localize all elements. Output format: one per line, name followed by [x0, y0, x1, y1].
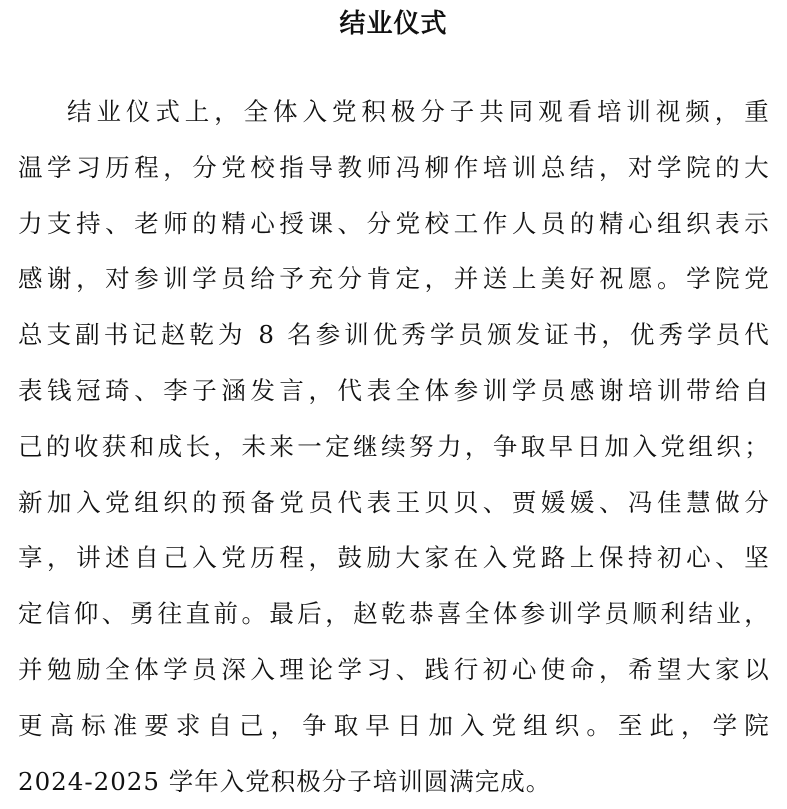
- paragraph-line: 新加入党组织的预备党员代表王贝贝、贾媛媛、冯佳慧做分: [18, 487, 770, 517]
- body-paragraph: [18, 84, 770, 809]
- paragraph-line-last: 2024-2025 学年入党积极分子培训圆满完成。: [18, 766, 552, 796]
- paragraph-line: 并勉励全体学员深入理论学习、践行初心使命，希望大家以: [18, 654, 770, 684]
- paragraph-line: 结业仪式上，全体入党积极分子共同观看培训视频，重: [67, 97, 770, 126]
- paragraph-line: 总支副书记赵乾为 8 名参训优秀学员颁发证书，优秀学员代: [18, 320, 770, 350]
- section-title: 结业仪式: [339, 9, 448, 39]
- paragraph-line: 更高标准要求自己，争取早日加入党组织。至此，学院: [18, 710, 770, 740]
- paragraph-line: 定信仰、勇往直前。最后，赵乾恭喜全体参训学员顺利结业，: [18, 599, 770, 629]
- paragraph-line: 享，讲述自己入党历程，鼓励大家在入党路上保持初心、坚: [18, 543, 770, 573]
- paragraph-line: 感谢，对参训学员给予充分肯定，并送上美好祝愿。学院党: [18, 264, 770, 294]
- paragraph-line: 温学习历程，分党校指导教师冯柳作培训总结，对学院的大: [18, 152, 770, 182]
- paragraph-line: 己的收获和成长，未来一定继续努力，争取早日加入党组织；: [18, 431, 770, 461]
- paragraph-line: 力支持、老师的精心授课、分党校工作人员的精心组织表示: [18, 208, 770, 238]
- paragraph-line: 表钱冠琦、李子涵发言，代表全体参训学员感谢培训带给自: [18, 375, 770, 405]
